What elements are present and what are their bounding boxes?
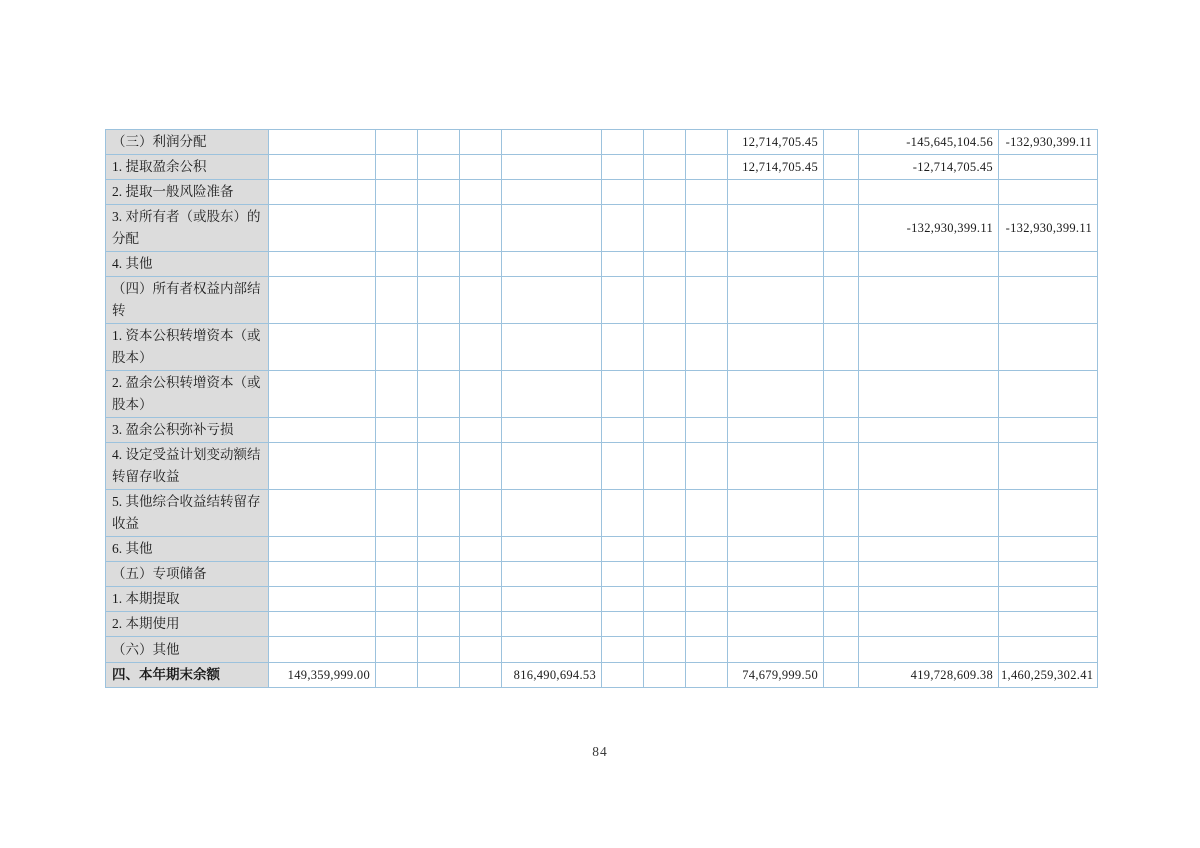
value-cell — [824, 537, 859, 562]
value-cell — [999, 180, 1098, 205]
value-cell — [602, 180, 644, 205]
value-cell — [602, 562, 644, 587]
value-cell — [418, 155, 460, 180]
value-cell — [644, 637, 686, 663]
value-cell — [686, 130, 728, 155]
value-cell — [999, 537, 1098, 562]
row-label-cell: 4. 其他 — [106, 252, 269, 277]
value-cell — [602, 443, 644, 490]
value-cell — [269, 637, 376, 663]
value-cell — [686, 612, 728, 637]
value-cell — [728, 612, 824, 637]
value-cell — [602, 537, 644, 562]
value-cell: 1,460,259,302.41 — [999, 663, 1098, 688]
value-cell — [859, 587, 999, 612]
value-cell — [376, 155, 418, 180]
value-cell — [686, 205, 728, 252]
value-cell — [644, 418, 686, 443]
value-cell — [269, 205, 376, 252]
value-cell — [460, 371, 502, 418]
value-cell — [728, 205, 824, 252]
value-cell — [418, 324, 460, 371]
value-cell — [824, 562, 859, 587]
table-row — [106, 537, 1098, 562]
value-cell — [999, 612, 1098, 637]
value-cell — [269, 537, 376, 562]
value-cell — [602, 418, 644, 443]
value-cell — [460, 663, 502, 688]
value-cell — [824, 637, 859, 663]
value-cell — [460, 277, 502, 324]
value-cell: -132,930,399.11 — [859, 205, 999, 252]
value-cell — [502, 637, 602, 663]
value-cell — [728, 324, 824, 371]
value-cell — [686, 637, 728, 663]
value-cell — [644, 562, 686, 587]
value-cell — [728, 418, 824, 443]
value-cell — [602, 637, 644, 663]
value-cell — [824, 205, 859, 252]
value-cell — [686, 490, 728, 537]
value-cell: 12,714,705.45 — [728, 155, 824, 180]
table-row — [106, 277, 1098, 324]
value-cell — [460, 587, 502, 612]
value-cell: 74,679,999.50 — [728, 663, 824, 688]
value-cell — [269, 562, 376, 587]
value-cell — [502, 443, 602, 490]
value-cell — [824, 490, 859, 537]
equity-change-table — [105, 129, 1098, 688]
value-cell — [460, 324, 502, 371]
value-cell — [418, 180, 460, 205]
value-cell — [824, 587, 859, 612]
row-label-cell: 2. 提取一般风险准备 — [106, 180, 269, 205]
value-cell — [859, 490, 999, 537]
value-cell — [644, 587, 686, 612]
value-cell — [686, 371, 728, 418]
value-cell — [418, 490, 460, 537]
value-cell — [859, 418, 999, 443]
table-row — [106, 252, 1098, 277]
row-label-cell: 3. 盈余公积弥补亏损 — [106, 418, 269, 443]
value-cell — [644, 155, 686, 180]
value-cell — [460, 130, 502, 155]
row-label-cell: （四）所有者权益内部结转 — [106, 277, 269, 324]
table-row — [106, 371, 1098, 418]
value-cell — [418, 205, 460, 252]
value-cell — [376, 180, 418, 205]
row-label-cell: 3. 对所有者（或股东）的分配 — [106, 205, 269, 252]
value-cell — [999, 562, 1098, 587]
value-cell — [269, 252, 376, 277]
value-cell — [602, 252, 644, 277]
value-cell — [824, 180, 859, 205]
value-cell — [502, 562, 602, 587]
value-cell — [376, 252, 418, 277]
value-cell — [859, 277, 999, 324]
value-cell — [269, 587, 376, 612]
value-cell: 149,359,999.00 — [269, 663, 376, 688]
value-cell — [999, 277, 1098, 324]
value-cell — [418, 637, 460, 663]
value-cell — [376, 612, 418, 637]
row-label-cell: 2. 本期使用 — [106, 612, 269, 637]
row-label-cell: （五）专项储备 — [106, 562, 269, 587]
value-cell — [418, 371, 460, 418]
value-cell — [376, 663, 418, 688]
value-cell — [502, 277, 602, 324]
value-cell — [269, 277, 376, 324]
value-cell — [602, 205, 644, 252]
value-cell: 12,714,705.45 — [728, 130, 824, 155]
value-cell — [418, 537, 460, 562]
value-cell — [686, 537, 728, 562]
value-cell — [602, 612, 644, 637]
value-cell — [644, 130, 686, 155]
value-cell — [602, 490, 644, 537]
value-cell — [269, 130, 376, 155]
value-cell — [859, 537, 999, 562]
value-cell — [999, 637, 1098, 663]
value-cell — [376, 277, 418, 324]
value-cell — [644, 443, 686, 490]
table-row — [106, 562, 1098, 587]
value-cell — [728, 371, 824, 418]
value-cell — [602, 324, 644, 371]
value-cell — [999, 443, 1098, 490]
value-cell — [859, 612, 999, 637]
row-label-cell: 2. 盈余公积转增资本（或股本） — [106, 371, 269, 418]
value-cell — [686, 277, 728, 324]
value-cell — [269, 443, 376, 490]
value-cell — [824, 252, 859, 277]
value-cell — [376, 371, 418, 418]
value-cell — [502, 252, 602, 277]
value-cell — [418, 130, 460, 155]
value-cell — [460, 562, 502, 587]
row-label-cell: 1. 资本公积转增资本（或股本） — [106, 324, 269, 371]
value-cell: -132,930,399.11 — [999, 205, 1098, 252]
value-cell — [999, 324, 1098, 371]
value-cell — [999, 155, 1098, 180]
value-cell — [644, 612, 686, 637]
row-label-cell: 1. 本期提取 — [106, 587, 269, 612]
value-cell — [502, 490, 602, 537]
value-cell: 419,728,609.38 — [859, 663, 999, 688]
value-cell — [602, 371, 644, 418]
value-cell — [460, 180, 502, 205]
value-cell — [728, 252, 824, 277]
table-row — [106, 155, 1098, 180]
value-cell — [460, 537, 502, 562]
value-cell — [602, 663, 644, 688]
table-row — [106, 637, 1098, 663]
row-label-cell: （六）其他 — [106, 637, 269, 663]
value-cell — [502, 180, 602, 205]
value-cell — [418, 587, 460, 612]
value-cell — [644, 324, 686, 371]
value-cell — [602, 277, 644, 324]
value-cell — [859, 180, 999, 205]
value-cell — [859, 252, 999, 277]
row-label-cell: 5. 其他综合收益结转留存收益 — [106, 490, 269, 537]
value-cell — [460, 252, 502, 277]
value-cell — [460, 443, 502, 490]
value-cell — [502, 155, 602, 180]
value-cell — [644, 537, 686, 562]
equity-table-body — [106, 130, 1098, 688]
value-cell — [376, 205, 418, 252]
value-cell: -145,645,104.56 — [859, 130, 999, 155]
value-cell — [728, 587, 824, 612]
value-cell — [376, 418, 418, 443]
table-row — [106, 324, 1098, 371]
value-cell — [999, 252, 1098, 277]
table-row — [106, 180, 1098, 205]
value-cell — [418, 612, 460, 637]
value-cell — [999, 490, 1098, 537]
row-label-cell: 1. 提取盈余公积 — [106, 155, 269, 180]
value-cell — [269, 155, 376, 180]
value-cell — [686, 587, 728, 612]
value-cell: -12,714,705.45 — [859, 155, 999, 180]
value-cell — [376, 130, 418, 155]
table-row — [106, 663, 1098, 688]
value-cell — [686, 663, 728, 688]
value-cell — [728, 277, 824, 324]
value-cell — [418, 443, 460, 490]
value-cell — [269, 490, 376, 537]
value-cell — [824, 418, 859, 443]
value-cell — [376, 490, 418, 537]
value-cell — [269, 180, 376, 205]
table-row — [106, 130, 1098, 155]
value-cell — [824, 277, 859, 324]
value-cell — [376, 587, 418, 612]
table-row — [106, 490, 1098, 537]
value-cell — [859, 562, 999, 587]
value-cell — [418, 252, 460, 277]
value-cell — [502, 371, 602, 418]
value-cell — [602, 155, 644, 180]
value-cell — [418, 418, 460, 443]
value-cell — [859, 324, 999, 371]
value-cell — [460, 612, 502, 637]
row-label-cell: （三）利润分配 — [106, 130, 269, 155]
value-cell — [824, 612, 859, 637]
value-cell — [269, 324, 376, 371]
value-cell — [859, 371, 999, 418]
value-cell — [824, 130, 859, 155]
value-cell — [502, 205, 602, 252]
value-cell — [502, 324, 602, 371]
value-cell — [859, 443, 999, 490]
value-cell — [824, 663, 859, 688]
value-cell — [824, 155, 859, 180]
value-cell — [602, 130, 644, 155]
value-cell — [418, 277, 460, 324]
table-row — [106, 205, 1098, 252]
page-number: 84 — [592, 744, 608, 759]
value-cell: 816,490,694.53 — [502, 663, 602, 688]
value-cell: -132,930,399.11 — [999, 130, 1098, 155]
value-cell — [686, 443, 728, 490]
value-cell — [644, 277, 686, 324]
value-cell — [686, 324, 728, 371]
value-cell — [999, 418, 1098, 443]
value-cell — [376, 562, 418, 587]
value-cell — [502, 537, 602, 562]
value-cell — [686, 562, 728, 587]
value-cell — [686, 418, 728, 443]
value-cell — [376, 537, 418, 562]
value-cell — [824, 371, 859, 418]
table-row — [106, 587, 1098, 612]
value-cell — [999, 371, 1098, 418]
value-cell — [376, 637, 418, 663]
table-row — [106, 612, 1098, 637]
value-cell — [728, 443, 824, 490]
value-cell — [644, 663, 686, 688]
value-cell — [824, 443, 859, 490]
value-cell — [418, 562, 460, 587]
value-cell — [644, 371, 686, 418]
value-cell — [728, 537, 824, 562]
value-cell — [686, 180, 728, 205]
value-cell — [502, 418, 602, 443]
value-cell — [460, 418, 502, 443]
value-cell — [502, 130, 602, 155]
value-cell — [824, 324, 859, 371]
value-cell — [460, 637, 502, 663]
value-cell — [269, 418, 376, 443]
table-row — [106, 418, 1098, 443]
value-cell — [644, 180, 686, 205]
value-cell — [728, 637, 824, 663]
value-cell — [376, 324, 418, 371]
value-cell — [644, 252, 686, 277]
value-cell — [460, 205, 502, 252]
value-cell — [644, 205, 686, 252]
value-cell — [269, 612, 376, 637]
value-cell — [418, 663, 460, 688]
row-label-cell: 6. 其他 — [106, 537, 269, 562]
value-cell — [728, 490, 824, 537]
value-cell — [460, 155, 502, 180]
value-cell — [728, 562, 824, 587]
value-cell — [502, 612, 602, 637]
value-cell — [502, 587, 602, 612]
value-cell — [999, 587, 1098, 612]
table-row — [106, 443, 1098, 490]
value-cell — [376, 443, 418, 490]
row-label-cell: 四、本年期末余额 — [106, 663, 269, 688]
value-cell — [460, 490, 502, 537]
value-cell — [728, 180, 824, 205]
value-cell — [686, 155, 728, 180]
value-cell — [644, 490, 686, 537]
value-cell — [269, 371, 376, 418]
value-cell — [859, 637, 999, 663]
value-cell — [602, 587, 644, 612]
row-label-cell: 4. 设定受益计划变动额结转留存收益 — [106, 443, 269, 490]
value-cell — [686, 252, 728, 277]
